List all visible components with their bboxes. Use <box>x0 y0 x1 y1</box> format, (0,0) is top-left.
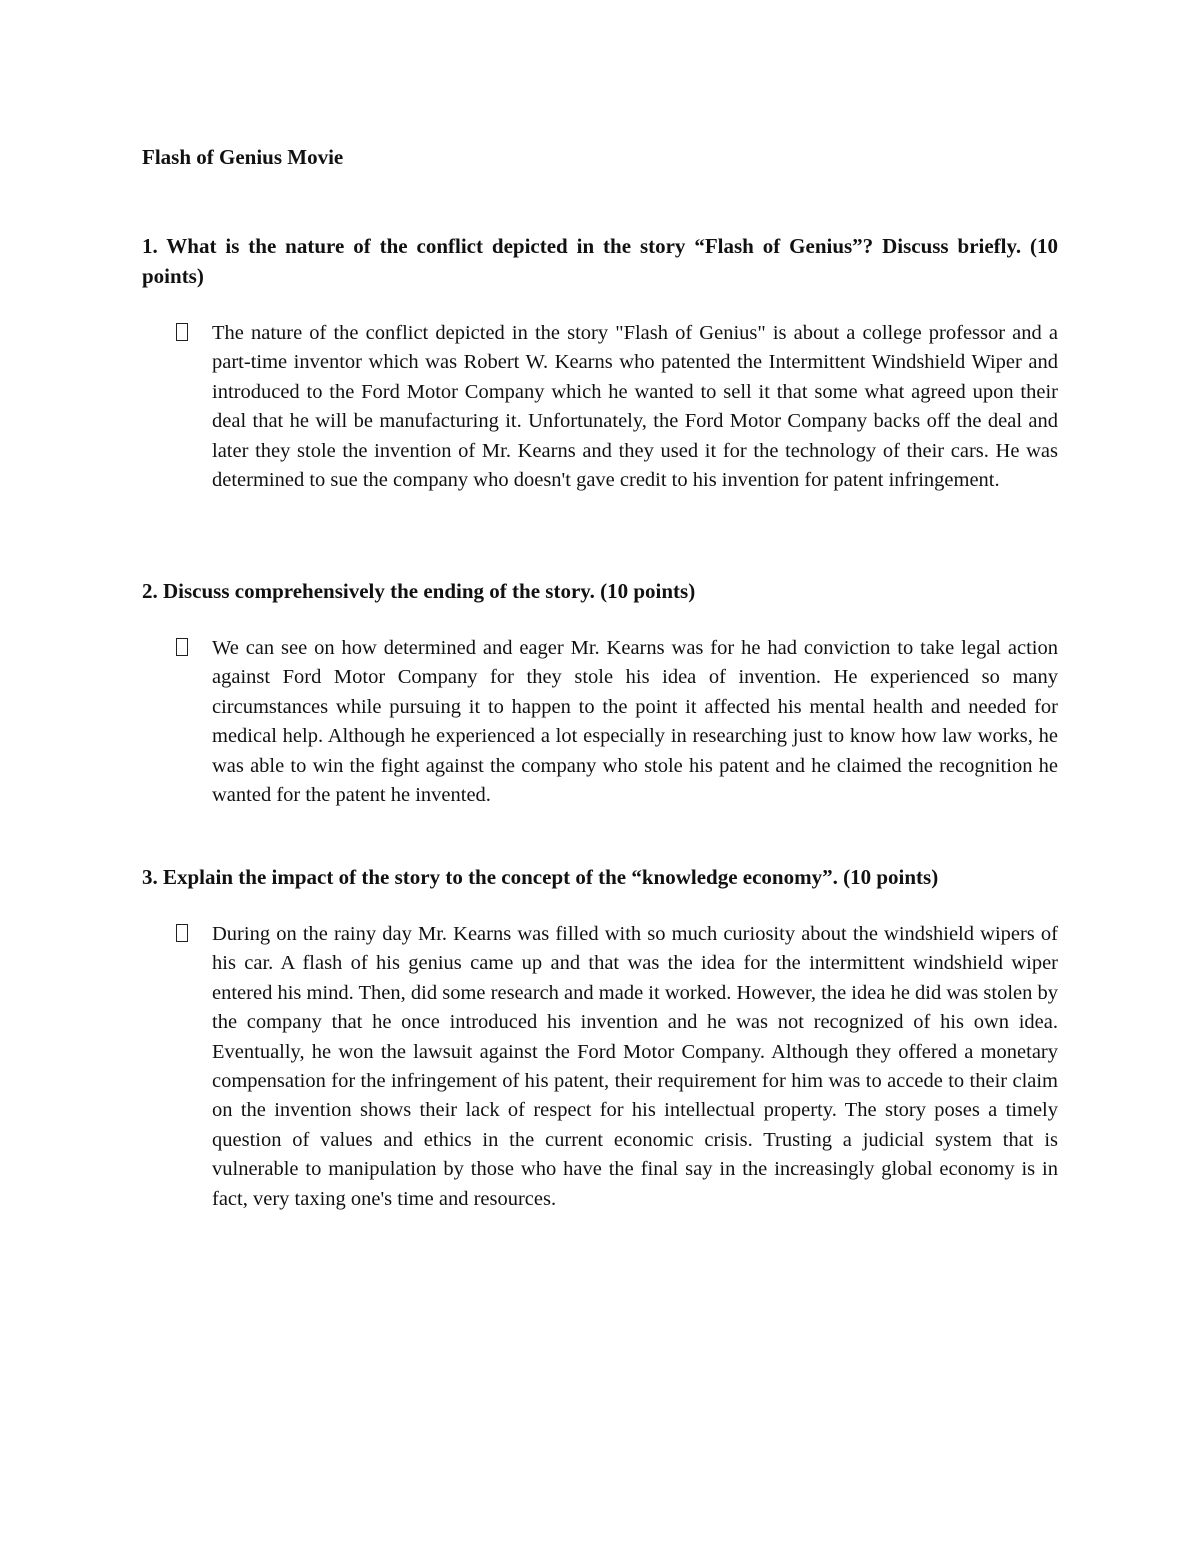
answer-2 <box>142 634 1058 810</box>
answer-1-text: The nature of the conflict depicted in the story "Flash of Genius" is about a college professor and a part-time inventor which was Robert W. Kearns who patented the Intermittent Windshield Wiper and introduced to the Ford Motor Company which he wanted to sell it that some what agreed upon their deal that he will be manufacturing it. Unfortunately, the Ford Motor Company backs off the deal and later they stole the invention of Mr. Kearns and they used it for the technology of their cars. He was determined to sue the company who doesn't gave credit to his invention for patent infringement. <box>212 322 1058 492</box>
missing-glyph-box-icon <box>176 323 188 341</box>
answer-3-text: During on the rainy day Mr. Kearns was filled with so much curiosity about the windshield wipers of his car. A flash of his genius came up and that was the idea for the intermittent windshield wiper entered his mind. Then, did some research and made it worked. However, the idea he did was stolen by the company that he once introduced his invention and he was not recognized of his own idea. Eventually, he won the lawsuit against the Ford Motor Company. Although they offered a monetary compensation for the infringement of his patent, their requirement for him was to accede to their claim on the invention shows their lack of respect for his intellectual property. The story poses a timely question of values and ethics in the current economic crisis. Trusting a judicial system that is vulnerable to manipulation by those who have the final say in the increasingly global economy is in fact, very taxing one's time and resources. <box>212 923 1058 1210</box>
document-title: Flash of Genius Movie <box>142 145 344 169</box>
missing-glyph-box-icon <box>176 638 188 656</box>
answer-2-text: We can see on how determined and eager Mr. Kearns was for he had conviction to take legal action against Ford Motor Company for they stole his idea of invention. He experienced so many circumstances while pursuing it to happen to the point it affected his mental health and needed for medical help. Although he experienced a lot especially in researching just to know how law works, he was able to win the fight against the company who stole his patent and he claimed the recognition he wanted for the patent he invented. <box>212 637 1058 807</box>
missing-glyph-box-icon <box>176 924 188 942</box>
answer-1 <box>142 319 1058 495</box>
question-2: 2. Discuss comprehensively the ending of the story. (10 points) <box>142 579 696 603</box>
question-3: 3. Explain the impact of the story to the concept of the “knowledge economy”. (10 points) <box>142 865 939 889</box>
answer-3 <box>142 920 1058 1214</box>
question-1: 1. What is the nature of the conflict depicted in the story “Flash of Genius”? Discuss briefly. (10 points) <box>142 234 1058 288</box>
